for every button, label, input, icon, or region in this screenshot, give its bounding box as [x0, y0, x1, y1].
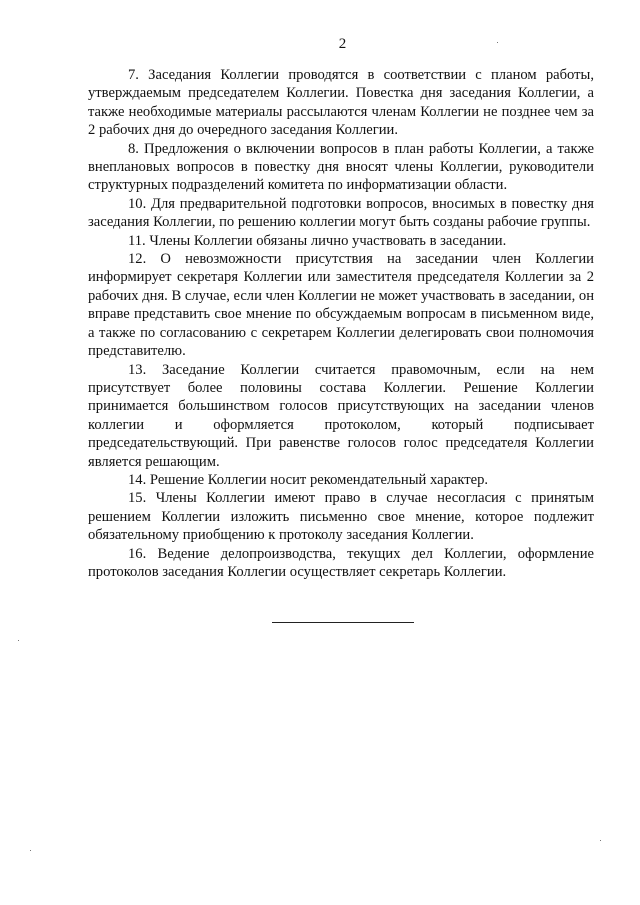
paragraph-7: 7. Заседания Коллегии проводятся в соответствии с планом работы, утверждаемым председателем Коллегии. Повестка дня заседания Коллегии, а также необходимые материалы рассылаются членам Коллегии не позднее чем за 2 рабочих дня до очередного заседания Коллегии. [88, 67, 594, 139]
document-body [88, 66, 594, 581]
paragraph-11: 11. Члены Коллегии обязаны лично участвовать в заседании. [128, 232, 507, 249]
scan-speck [30, 850, 31, 851]
paragraph-13: 13. Заседание Коллегии считается правомочным, если на нем присутствует более половины состава Коллегии. Решение Коллегии принимается большинством голосов присутствующих на заседании членов коллегии и оформляется протоколом, который подписывает председательствующий. При равенстве голосов голос председателя Коллегии является решающим. [88, 361, 594, 470]
end-separator-line [272, 622, 414, 623]
paragraph-15: 15. Члены Коллегии имеют право в случае несогласия с принятым решением Коллегии изложить письменно свое мнение, которое подлежит обязательному приобщению к протоколу заседания Коллегии. [88, 490, 594, 544]
paragraph-12: 12. О невозможности присутствия на заседании член Коллегии информирует секретаря Коллегии или заместителя председателя Коллегии за 2 рабочих дня. В случае, если член Коллегии не может участвовать в заседании, он вправе представить свое мнение по обсуждаемым вопросам в письменном виде, а также по согласованию с секретарем Коллегии делегировать свои полномочия представителю. [88, 251, 595, 360]
paragraph-16: 16. Ведение делопроизводства, текущих дел Коллегии, оформление протоколов заседания Коллегии осуществляет секретарь Коллегии. [88, 545, 594, 580]
page-number: 2 [338, 36, 347, 52]
paragraph-10: 10. Для предварительной подготовки вопросов, вносимых в повестку дня заседания Коллегии, по решению коллегии могут быть созданы рабочие группы. [88, 195, 594, 231]
paragraph-8: 8. Предложения о включении вопросов в план работы Коллегии, а также внеплановых вопросов в повестку дня вносят члены Коллегии, руководители структурных подразделений комитета по информатизации области. [88, 140, 594, 194]
paragraph-14: 14. Решение Коллегии носит рекомендательный характер. [128, 471, 489, 488]
scan-speck [600, 840, 601, 841]
scan-speck [18, 640, 19, 641]
scan-speck [497, 42, 498, 43]
